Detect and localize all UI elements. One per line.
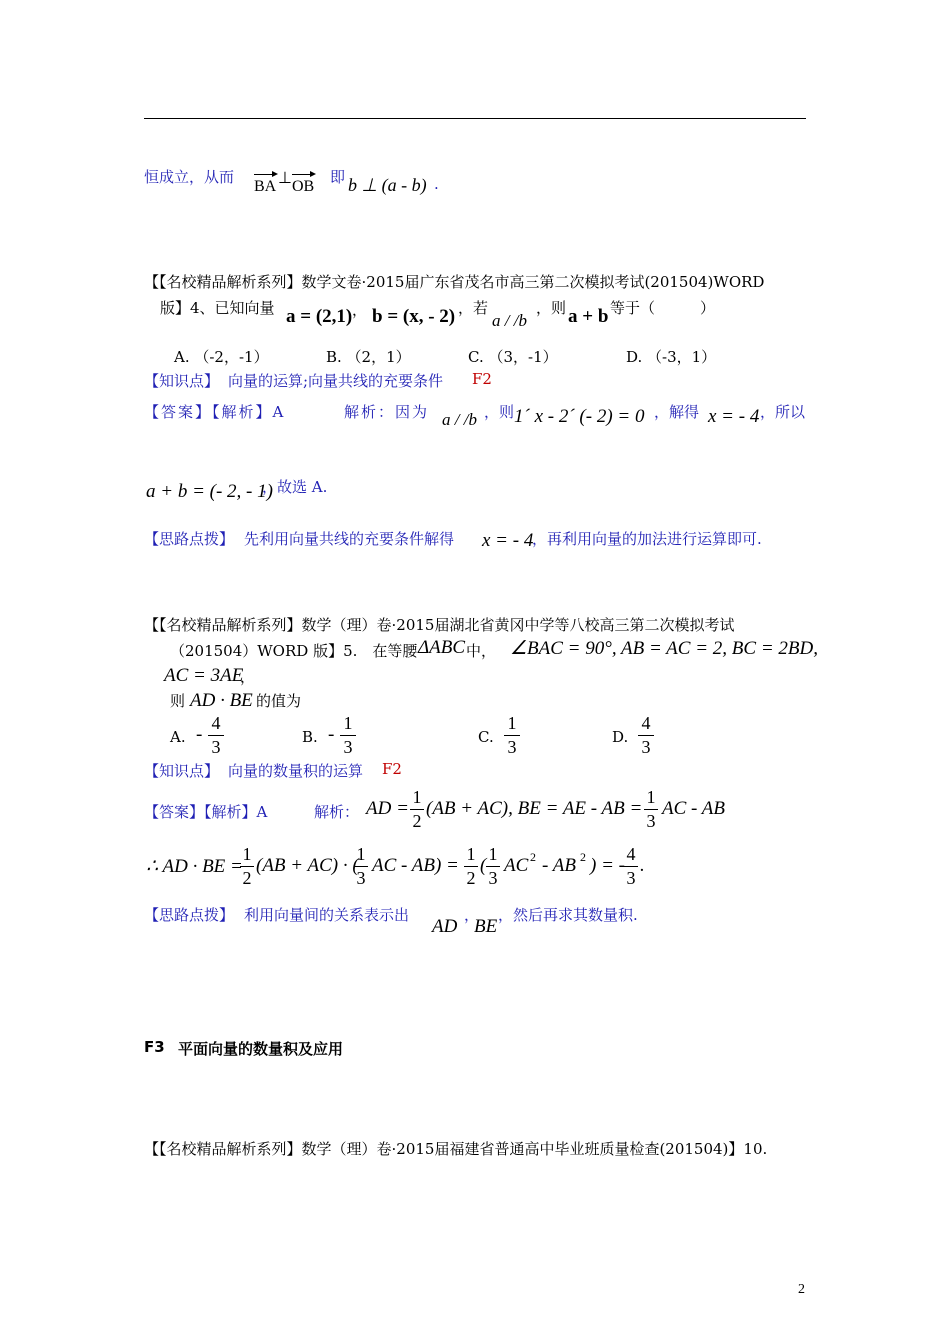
q5-option-b-num: 1 [343,713,353,733]
q4-then: ，则 [536,299,567,317]
q5-calc2: AC - AB) = [372,855,459,876]
q5-hint-be: BE [474,916,498,937]
q5-sq1: 2 [530,850,536,864]
q5-result-fraction [624,844,638,889]
q5-hint-comma: ， [464,906,480,924]
q5-header-line2b: 中， [466,642,497,660]
q5-calc-half2-num: 1 [466,844,476,864]
q5-triangle: ΔABC [418,637,466,658]
q5-option-b-label: B. [302,728,318,746]
q5-third-num: 1 [646,787,656,807]
q4-knowledge-tag: 【知识点】 [144,372,220,390]
q4-answer-x: x = - 4 [708,406,760,427]
continuation-ji: 即 [330,168,346,186]
q5-hint-tag: 【思路点拨】 [144,906,235,924]
q4-answer-so: ，所以 [760,403,806,421]
q4-hint-x: x = - 4 [482,530,534,551]
q4-option-c: C. （3，-1） [468,348,558,366]
ba-arrow [254,174,276,175]
q5-calc1: (AB + AC) · ( [256,855,359,876]
q5-answer-text: 解析： [314,803,360,821]
q5-knowledge-code: F2 [382,760,402,778]
q4-hint-text1: 先利用向量共线的充要条件解得 [244,530,455,548]
q5-sq2: 2 [580,850,586,864]
q4-option-a: A. （-2，-1） [174,348,269,366]
q5-result-num: 4 [626,844,636,864]
q5-calc-half1-num: 1 [242,844,252,864]
q5-option-b-sign: - [328,724,335,745]
q4-knowledge-text: 向量的运算;向量共线的充要条件 [228,372,444,390]
q5-calc-third2-den: 3 [488,868,498,888]
q4-answer-solve: ，解得 [654,403,700,421]
q5-option-d-fraction [638,713,654,758]
q5-hint-text1: 利用向量间的关系表示出 [244,906,410,924]
q5-header-line1: 【【名校精品解析系列】数学（理）卷·2015届湖北省黄冈中学等八校高三第二次模拟考试 [144,616,735,634]
perp-symbol: ⊥ [278,170,292,187]
q4-header-line1: 【【名校精品解析系列】数学文卷·2015届广东省茂名市高三第二次模拟考试(201504)WORD [144,273,765,291]
q5-third-den: 3 [646,811,656,831]
q4-answer-cond: a / /b [442,410,477,429]
q5-therefore: ∴ AD · BE = [146,856,243,877]
q5-option-d-label: D. [612,728,629,746]
q5-hint-text2: ，然后再求其数量积. [498,906,638,924]
ba-vector: BA [254,178,277,195]
q4-hint-tag: 【思路点拨】 [144,530,235,548]
q4-header-line2: 版】4、已知向量 [160,299,275,317]
q5-option-c-label: C. [478,728,494,746]
q5-ad-expr: AD = [366,798,409,819]
q5-option-a-num: 4 [211,713,221,733]
q5-calc5: - AB [542,855,576,876]
q5-ask-expr: AD · BE [190,690,253,711]
q4-answer-equation: 1´ x - 2´ (- 2) = 0 [514,406,645,427]
q4-result-equation: a + b = (- 2, - 1) [146,481,273,502]
q4-sum: a + b [568,306,609,327]
q5-option-a-den: 3 [211,737,221,757]
q5-calc-third1-num: 1 [356,844,366,864]
q5-conditions: ∠BAC = 90°, AB = AC = 2, BC = 2BD, [510,638,818,659]
ob-vector: OB [292,178,315,195]
ob-arrow [292,174,314,175]
continuation-lead: 恒成立，从而 [144,168,235,186]
q5-third-fraction [644,787,658,832]
q4-parallel: a / /b [492,311,527,330]
q5-option-b-fraction [340,713,356,758]
q5-calc3: ( [480,855,487,876]
q5-half-num: 1 [412,787,422,807]
q5-condition2-end: ， [240,668,256,686]
q4-option-d: D. （-3，1） [626,348,717,366]
q4-option-b: B. （2，1） [326,348,411,366]
q5-knowledge-text: 向量的数量积的运算 [228,762,364,780]
continuation-end: . [434,175,439,193]
q5-condition2: AC = 3AE [164,665,244,686]
q5-option-d-num: 4 [641,713,651,733]
q4-hint-text2: ，再利用向量的加法进行运算即可. [532,530,762,548]
header-rule [144,118,806,119]
q4-result-text: ，故选 A. [262,478,328,496]
q5-ask-a: 则 [170,692,186,710]
q5-option-c-den: 3 [507,737,517,757]
q5-ad-rest: (AB + AC), BE = AE - AB = [426,798,643,819]
q5-calc6: ) = - [590,855,625,876]
q5-calc-half2 [464,844,478,889]
q5-calc-third2 [486,844,500,889]
section-title: 平面向量的数量积及应用 [178,1040,344,1058]
q4-answer-text: 解析：因为 [344,403,430,421]
q5-calc-half1-den: 2 [242,868,252,888]
q5-be-rest: AC - AB [662,798,725,819]
q10-header: 【【名校精品解析系列】数学（理）卷·2015届福建省普通高中毕业班质量检查(201504)】10. [144,1140,768,1158]
q5-option-d-den: 3 [641,737,651,757]
q5-knowledge-tag: 【知识点】 [144,762,220,780]
q5-answer-tag: 【答案】【解析】A [144,803,268,821]
q5-calc-third2-num: 1 [488,844,498,864]
q5-option-c-num: 1 [507,713,517,733]
continuation-formula: b ⊥ (a - b) [348,175,427,195]
section-code: F3 [144,1038,165,1056]
q5-calc-third1-den: 3 [356,868,366,888]
q5-option-c-fraction [504,713,520,758]
q5-result-den: 3 [626,868,636,888]
q4-comma1: ， [352,301,368,319]
q4-equals: 等于（ ） [610,299,716,317]
q5-calc4: AC [504,855,529,876]
q5-ask-b: 的值为 [256,692,302,710]
q4-comma2: ，若 [458,299,489,317]
q4-knowledge-code: F2 [472,370,492,388]
q4-answer-tag: 【答案】【解析】A [144,403,286,421]
q5-calc-half2-den: 2 [466,868,476,888]
q5-option-a-sign: - [196,724,203,745]
q5-half-den: 2 [412,811,422,831]
q4-vector-b: b = (x, - 2) [372,306,456,327]
q5-calc-half1 [240,844,254,889]
q5-end: . [640,855,645,876]
q5-half-fraction [410,787,424,832]
q5-option-a-fraction [208,713,224,758]
q5-header-line2a: （201504）WORD 版】5. 在等腰 [170,642,418,660]
q5-option-a-label: A. [170,728,186,746]
page-number: 2 [798,1282,805,1297]
q4-vector-a: a = (2,1) [286,306,353,327]
q5-option-b-den: 3 [343,737,353,757]
q5-hint-ad: AD [432,916,458,937]
q5-calc-third1 [354,844,368,889]
q4-answer-then: ，则 [484,403,515,421]
